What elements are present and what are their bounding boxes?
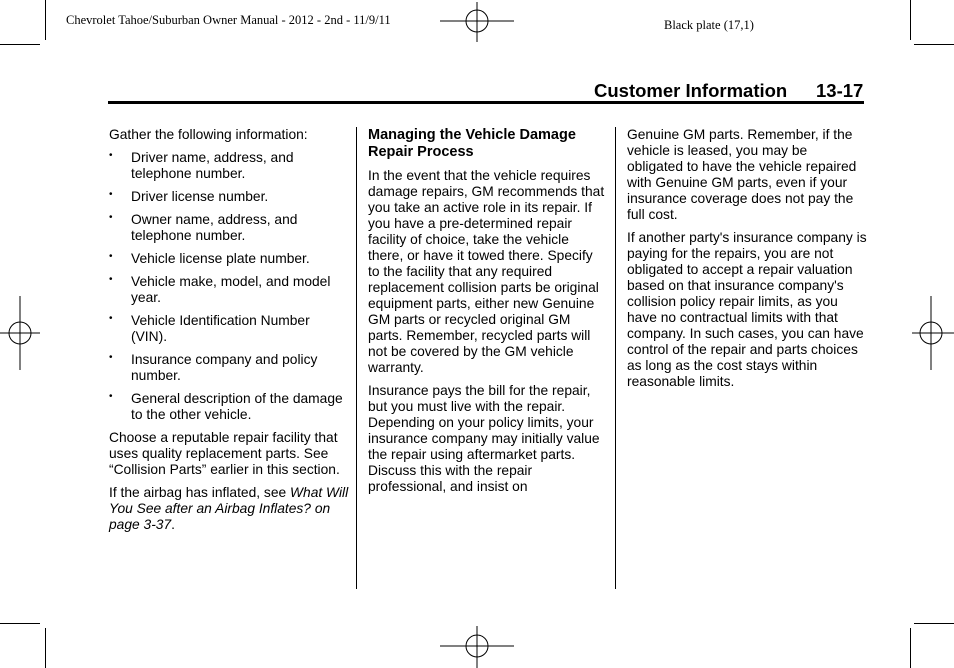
bullet-icon: • [109,352,113,363]
body-paragraph: In the event that the vehicle requires damage repairs, GM recommends that you take an active role in its repair. If you have a pre-determined repair facility of choice, take the vehicle there, or have it towed there. Specify to the facility that any required replacement collision parts be original equipment parts, either new Genuine GM parts or recycled original GM parts. Remember, recycled parts will not be covered by the GM vehicle warranty. [368,168,605,375]
airbag-text: If the airbag has inflated, see What Will You See after an Airbag Inflates? on page 3-37. [109,485,349,532]
registration-mark-icon [0,296,40,370]
crop-mark [45,0,46,40]
running-header: Chevrolet Tahoe/Suburban Owner Manual - 2012 - 2nd - 11/9/11 [66,13,391,27]
crop-mark [914,44,954,45]
column-divider [615,127,616,589]
list-item: • Vehicle license plate number. [109,251,310,266]
body-paragraph: Genuine GM parts. Remember, if the vehicle is leased, you may be obligated to have the vehicle repaired with Genuine GM parts, even if your insurance coverage does not pay the full cost. [627,127,857,222]
crop-mark [0,44,40,45]
section-heading: Managing the Vehicle Damage Repair Process [368,127,576,160]
body-paragraph: If another party's insurance company is paying for the repairs, you are not obligated to accept a repair valuation based on that insurance company's collision policy repair limits, as you have no contractual limits with that company. In such cases, you can have control of the repair and parts choices as long as the cost stays within reasonable limits. [627,230,867,389]
airbag-cross-reference-link[interactable]: What Will You See after an Airbag Inflates? on page 3-37 [109,485,349,532]
crop-mark [0,623,40,624]
choose-facility-text: Choose a reputable repair facility that uses quality replacement parts. See “Collision Parts” earlier in this section. [109,430,340,477]
bullet-icon: • [109,274,113,285]
list-item: • Vehicle make, model, and model year. [109,274,331,305]
section-title: Customer Information [594,80,788,101]
bullet-icon: • [109,391,113,402]
info-list [109,150,349,423]
crop-mark [910,0,911,40]
registration-mark-icon [440,2,514,42]
intro-text: Gather the following information: [109,127,308,142]
crop-mark [45,628,46,668]
list-item: • General description of the damage to the other vehicle. [109,391,343,422]
body-paragraph: Insurance pays the bill for the repair, but you must live with the repair. Depending on your policy limits, your insurance company may initially value the repair using aftermarket parts. Discuss this with the repair professional, and insist on [368,383,600,494]
bullet-icon: • [109,189,113,200]
bullet-icon: • [109,212,113,223]
header-rule [108,101,864,104]
list-item: • Vehicle Identification Number (VIN). [109,313,310,344]
registration-mark-icon [440,626,514,668]
column-3 [627,127,867,390]
registration-mark-icon [912,296,954,370]
list-item: • Driver name, address, and telephone number. [109,150,294,181]
crop-mark [910,628,911,668]
plate-label: Black plate (17,1) [664,18,754,32]
list-item: • Insurance company and policy number. [109,352,318,383]
list-item: • Driver license number. [109,189,269,204]
bullet-icon: • [109,313,113,324]
bullet-icon: • [109,251,113,262]
column-divider [356,127,357,589]
list-item: • Owner name, address, and telephone number. [109,212,298,243]
column-2 [368,127,608,495]
page-number: 13-17 [816,80,864,101]
crop-mark [914,623,954,624]
column-1 [109,127,349,533]
bullet-icon: • [109,150,113,161]
